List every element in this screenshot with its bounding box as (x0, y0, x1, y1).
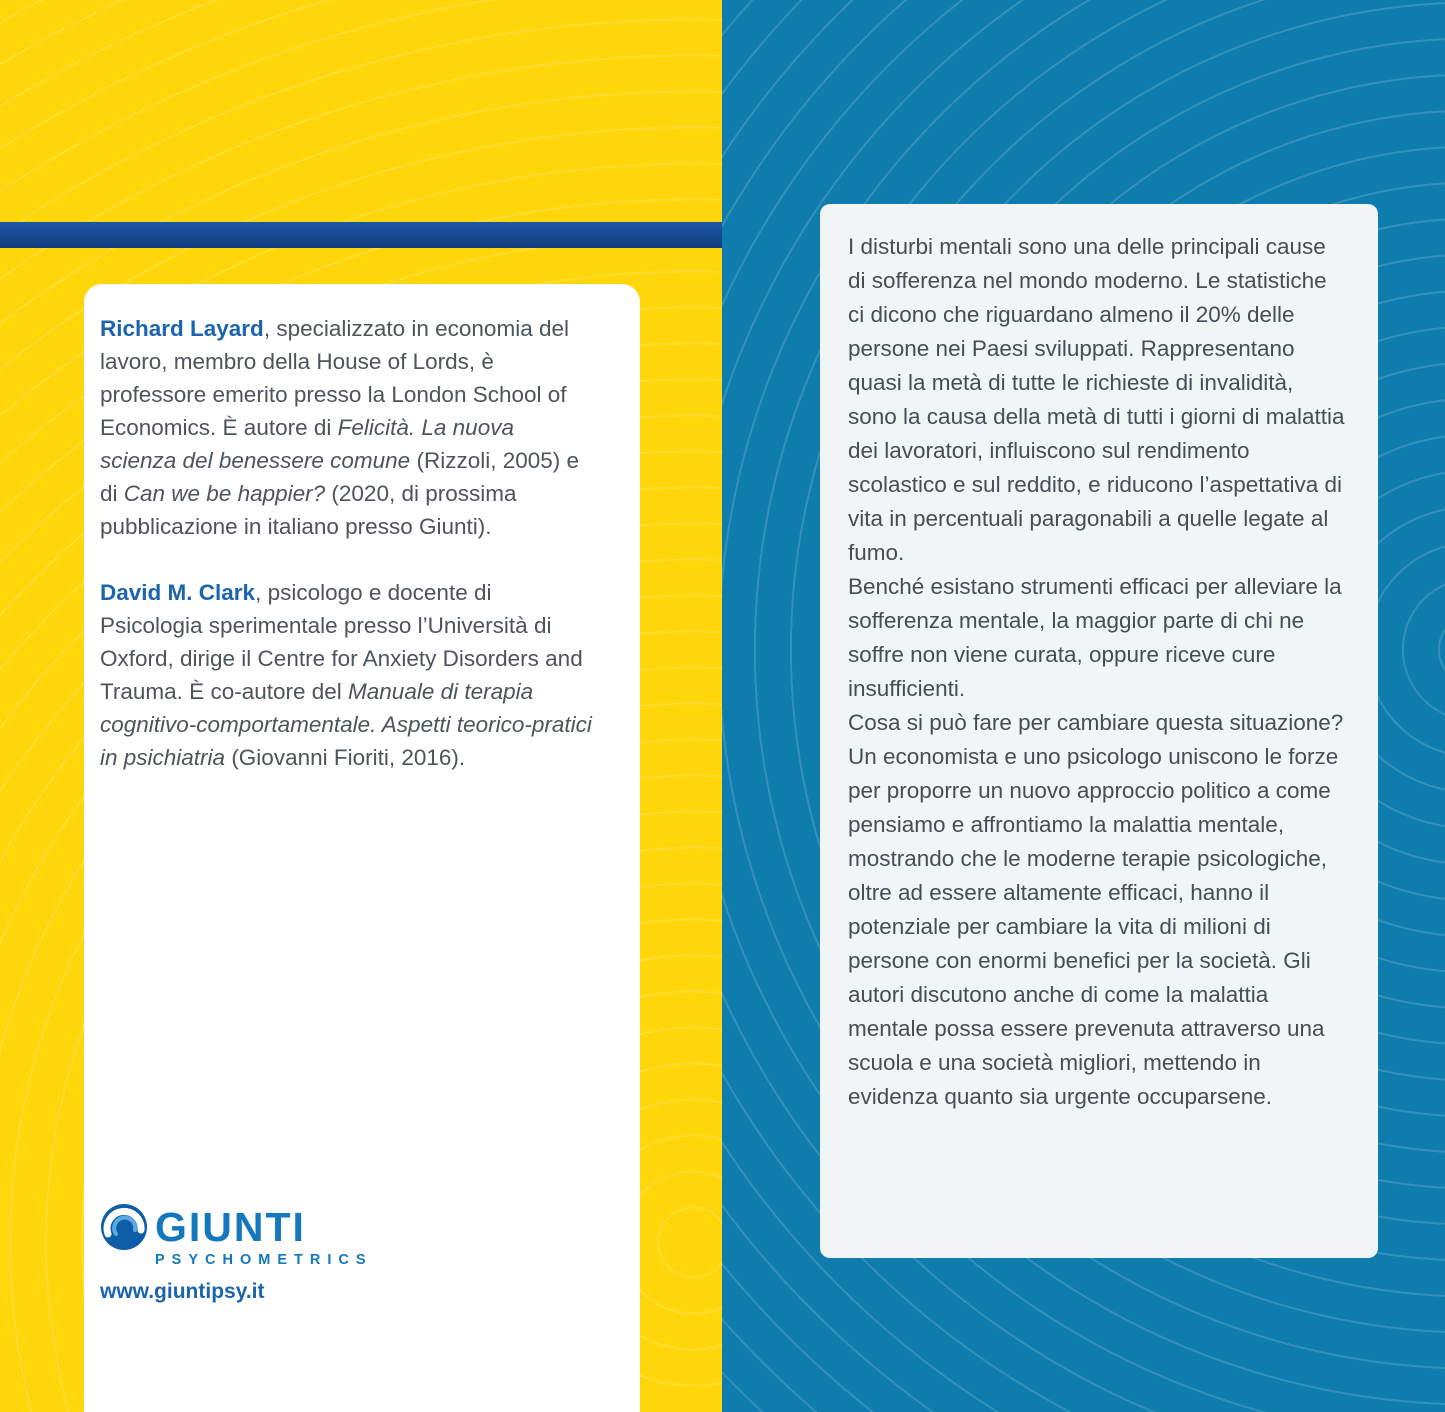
author2-text-1: , psicologo e docente di Psicologia sperimentale presso l’Università di Oxford, dirige il Centre for Anxiety Disorders and Trauma. È co-autore del (100, 580, 583, 704)
author1-bio (100, 312, 594, 543)
author2-text-2: (Giovanni Fioriti, 2016). (225, 745, 466, 770)
author1-name: Richard Layard (100, 316, 264, 341)
author2-book-title-1: Manuale di terapia cognitivo-comportamentale. Aspetti teorico-pratici in psichiatria (100, 679, 592, 770)
author2-bio (100, 576, 594, 774)
author2-name: David M. Clark (100, 580, 256, 605)
author1-text-1: , specializzato in economia del lavoro, membro della House of Lords, è professore emerito presso la London School of Economics. È autore di (100, 316, 569, 440)
description-paragraph-3: Cosa si può fare per cambiare questa situazione? (848, 710, 1344, 735)
description-paragraph-4: Un economista e uno psicologo uniscono le forze per proporre un nuovo approccio politico a come pensiamo e affrontiamo la malattia mentale, mostrando che le moderne terapie psicologiche, oltre ad essere altamente efficaci, hanno il potenziale per cambiare la vita di milioni di persone con enormi benefici per la società. Gli autori discutono anche di come la malattia mentale possa essere prevenuta attraverso una scuola e una società migliori, mettendo in evidenza quanto sia urgente occuparsene. (848, 744, 1339, 1109)
publisher-logo-row (100, 1203, 500, 1251)
left-flap (0, 0, 722, 1412)
author1-text-3: (2020, di prossima pubblicazione in italiano presso Giunti). (100, 481, 517, 539)
author1-book-title-1: Felicità. La nuova scienza del benessere comune (100, 415, 514, 473)
author-bio-card (84, 284, 640, 1412)
website-url: www.giuntipsy.it (100, 1280, 265, 1303)
giunti-logo-icon (100, 1203, 148, 1251)
giunti-wordmark: GIUNTI (155, 1203, 306, 1250)
description-paragraph-1: I disturbi mentali sono una delle principali cause di sofferenza nel mondo moderno. Le statistiche ci dicono che riguardano almeno il 20% delle persone nei Paesi sviluppati. Rappresentano quasi la metà di tutte le richieste di invalidità, sono la causa della metà di tutti i giorni di malattia dei lavoratori, influiscono sul rendimento scolastico e sul reddito, e riducono l’aspettativa di vita in percentuali paragonabili a quelle legate al fumo. (848, 234, 1345, 565)
psychometrics-label: PSYCHOMETRICS (155, 1252, 373, 1268)
publisher-logo-block (100, 1203, 500, 1304)
author1-book-title-2: Can we be happier? (123, 481, 326, 506)
description-paragraph-2: Benché esistano strumenti efficaci per alleviare la sofferenza mentale, la maggior parte di chi ne soffre non viene curata, oppure riceve cure insufficienti. (848, 574, 1342, 701)
book-description-card (820, 204, 1378, 1258)
navy-stripe (0, 222, 722, 248)
right-flap (722, 0, 1445, 1412)
author1-text-2: (Rizzoli, 2005) e di (100, 448, 580, 506)
